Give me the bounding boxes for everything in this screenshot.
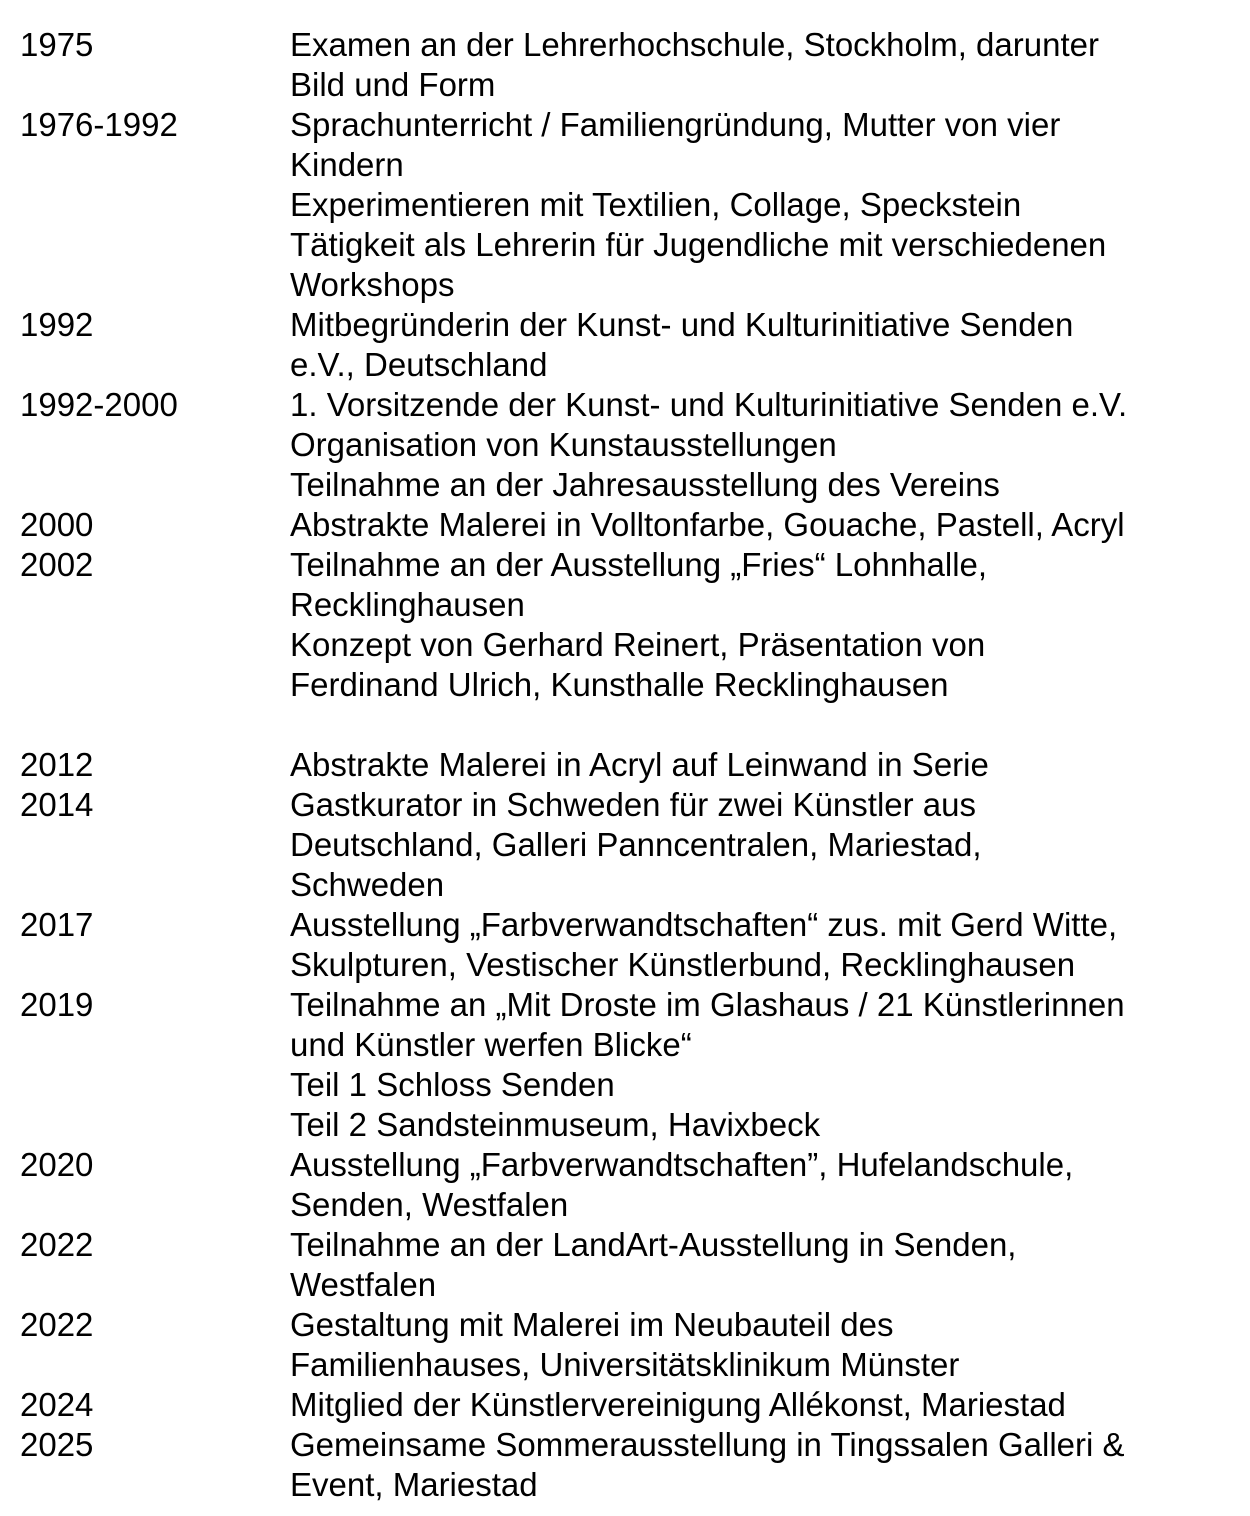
entry-year: 2012	[20, 746, 94, 783]
description-line: Deutschland, Galleri Panncentralen, Mariestad,	[290, 826, 982, 863]
entry-year: 1992	[20, 306, 94, 343]
description-line: Organisation von Kunstausstellungen	[290, 426, 837, 463]
entry-description	[290, 545, 1235, 705]
entry-year: 2020	[20, 1146, 94, 1183]
description-line: Teilnahme an der Ausstellung „Fries“ Lohnhalle,	[290, 546, 988, 583]
entry-description	[290, 105, 1235, 305]
entry-description	[290, 1145, 1235, 1225]
description-line: Senden, Westfalen	[290, 1186, 569, 1223]
timeline-entry-2020	[20, 1145, 1235, 1225]
entry-description	[290, 785, 1235, 905]
timeline-entry-2017	[20, 905, 1235, 985]
entry-year: 1975	[20, 26, 94, 63]
timeline-entry-2000	[20, 505, 1235, 545]
entry-year: 2022	[20, 1306, 94, 1343]
timeline-entry-2022-landart	[20, 1225, 1235, 1305]
entry-year: 2014	[20, 786, 94, 823]
timeline-entry-2002	[20, 545, 1235, 705]
timeline-entry-1976-1992	[20, 105, 1235, 305]
description-line: Teilnahme an „Mit Droste im Glashaus / 21 Künstlerinnen	[290, 986, 1125, 1023]
timeline-entry-1975	[20, 25, 1235, 105]
description-line: e.V., Deutschland	[290, 346, 548, 383]
description-line: Konzept von Gerhard Reinert, Präsentation von	[290, 626, 986, 663]
entry-year: 2022	[20, 1226, 94, 1263]
description-line: und Künstler werfen Blicke“	[290, 1026, 692, 1063]
entry-description	[290, 25, 1235, 105]
timeline-entry-2022-malerei	[20, 1305, 1235, 1385]
description-line: Examen an der Lehrerhochschule, Stockholm, darunter	[290, 26, 1099, 63]
description-line: Teilnahme an der LandArt-Ausstellung in Senden,	[290, 1226, 1017, 1263]
description-line: Teil 1 Schloss Senden	[290, 1066, 615, 1103]
entry-year: 1976-1992	[20, 106, 178, 143]
timeline-entry-2025	[20, 1425, 1235, 1505]
description-line: Ferdinand Ulrich, Kunsthalle Recklinghausen	[290, 666, 949, 703]
description-line: Abstrakte Malerei in Acryl auf Leinwand in Serie	[290, 746, 989, 783]
description-line: Teil 2 Sandsteinmuseum, Havixbeck	[290, 1106, 821, 1143]
timeline-entry-1992	[20, 305, 1235, 385]
entry-description	[290, 1305, 1235, 1385]
entry-description	[290, 505, 1235, 545]
description-line: 1. Vorsitzende der Kunst- und Kulturinitiative Senden e.V.	[290, 386, 1128, 423]
entry-year: 2024	[20, 1386, 94, 1423]
description-line: Kindern	[290, 146, 404, 183]
description-line: Gastkurator in Schweden für zwei Künstler aus	[290, 786, 976, 823]
entry-description	[290, 1425, 1235, 1505]
description-line: Sprachunterricht / Familiengründung, Mutter von vier	[290, 106, 1061, 143]
timeline-entry-2019	[20, 985, 1235, 1145]
entry-description	[290, 305, 1235, 385]
description-line: Ausstellung „Farbverwandtschaften”, Hufelandschule,	[290, 1146, 1074, 1183]
description-line: Gestaltung mit Malerei im Neubauteil des	[290, 1306, 894, 1343]
entry-description	[290, 1225, 1235, 1305]
entry-description	[290, 385, 1235, 505]
timeline-entry-1992-2000	[20, 385, 1235, 505]
description-line: Recklinghausen	[290, 586, 525, 623]
timeline-entry-2024	[20, 1385, 1235, 1425]
description-line: Gemeinsame Sommerausstellung in Tingssalen Galleri &	[290, 1426, 1125, 1463]
entry-year: 2019	[20, 986, 94, 1023]
description-line: Mitglied der Künstlervereinigung Allékonst, Mariestad	[290, 1386, 1066, 1423]
entry-description	[290, 745, 1235, 785]
description-line: Westfalen	[290, 1266, 437, 1303]
description-line: Experimentieren mit Textilien, Collage, Speckstein	[290, 186, 1022, 223]
entry-year: 2002	[20, 546, 94, 583]
timeline-entry-2014	[20, 785, 1235, 905]
entry-year: 2000	[20, 506, 94, 543]
timeline-entry-2012	[20, 745, 1235, 785]
description-line: Event, Mariestad	[290, 1466, 538, 1503]
entry-description	[290, 905, 1235, 985]
entry-year: 1992-2000	[20, 386, 178, 423]
description-line: Bild und Form	[290, 66, 496, 103]
entry-year: 2017	[20, 906, 94, 943]
entry-description	[290, 1385, 1235, 1425]
description-line: Workshops	[290, 266, 455, 303]
entry-year: 2025	[20, 1426, 94, 1463]
description-line: Mitbegründerin der Kunst- und Kulturinitiative Senden	[290, 306, 1074, 343]
entry-description	[290, 985, 1235, 1145]
description-line: Teilnahme an der Jahresausstellung des Vereins	[290, 466, 1000, 503]
description-line: Familienhauses, Universitätsklinikum Münster	[290, 1346, 960, 1383]
description-line: Abstrakte Malerei in Volltonfarbe, Gouache, Pastell, Acryl	[290, 506, 1125, 543]
description-line: Skulpturen, Vestischer Künstlerbund, Recklinghausen	[290, 946, 1076, 983]
cv-timeline	[20, 25, 1235, 1505]
description-line: Tätigkeit als Lehrerin für Jugendliche mit verschiedenen	[290, 226, 1107, 263]
description-line: Schweden	[290, 866, 445, 903]
description-line: Ausstellung „Farbverwandtschaften“ zus. mit Gerd Witte,	[290, 906, 1118, 943]
